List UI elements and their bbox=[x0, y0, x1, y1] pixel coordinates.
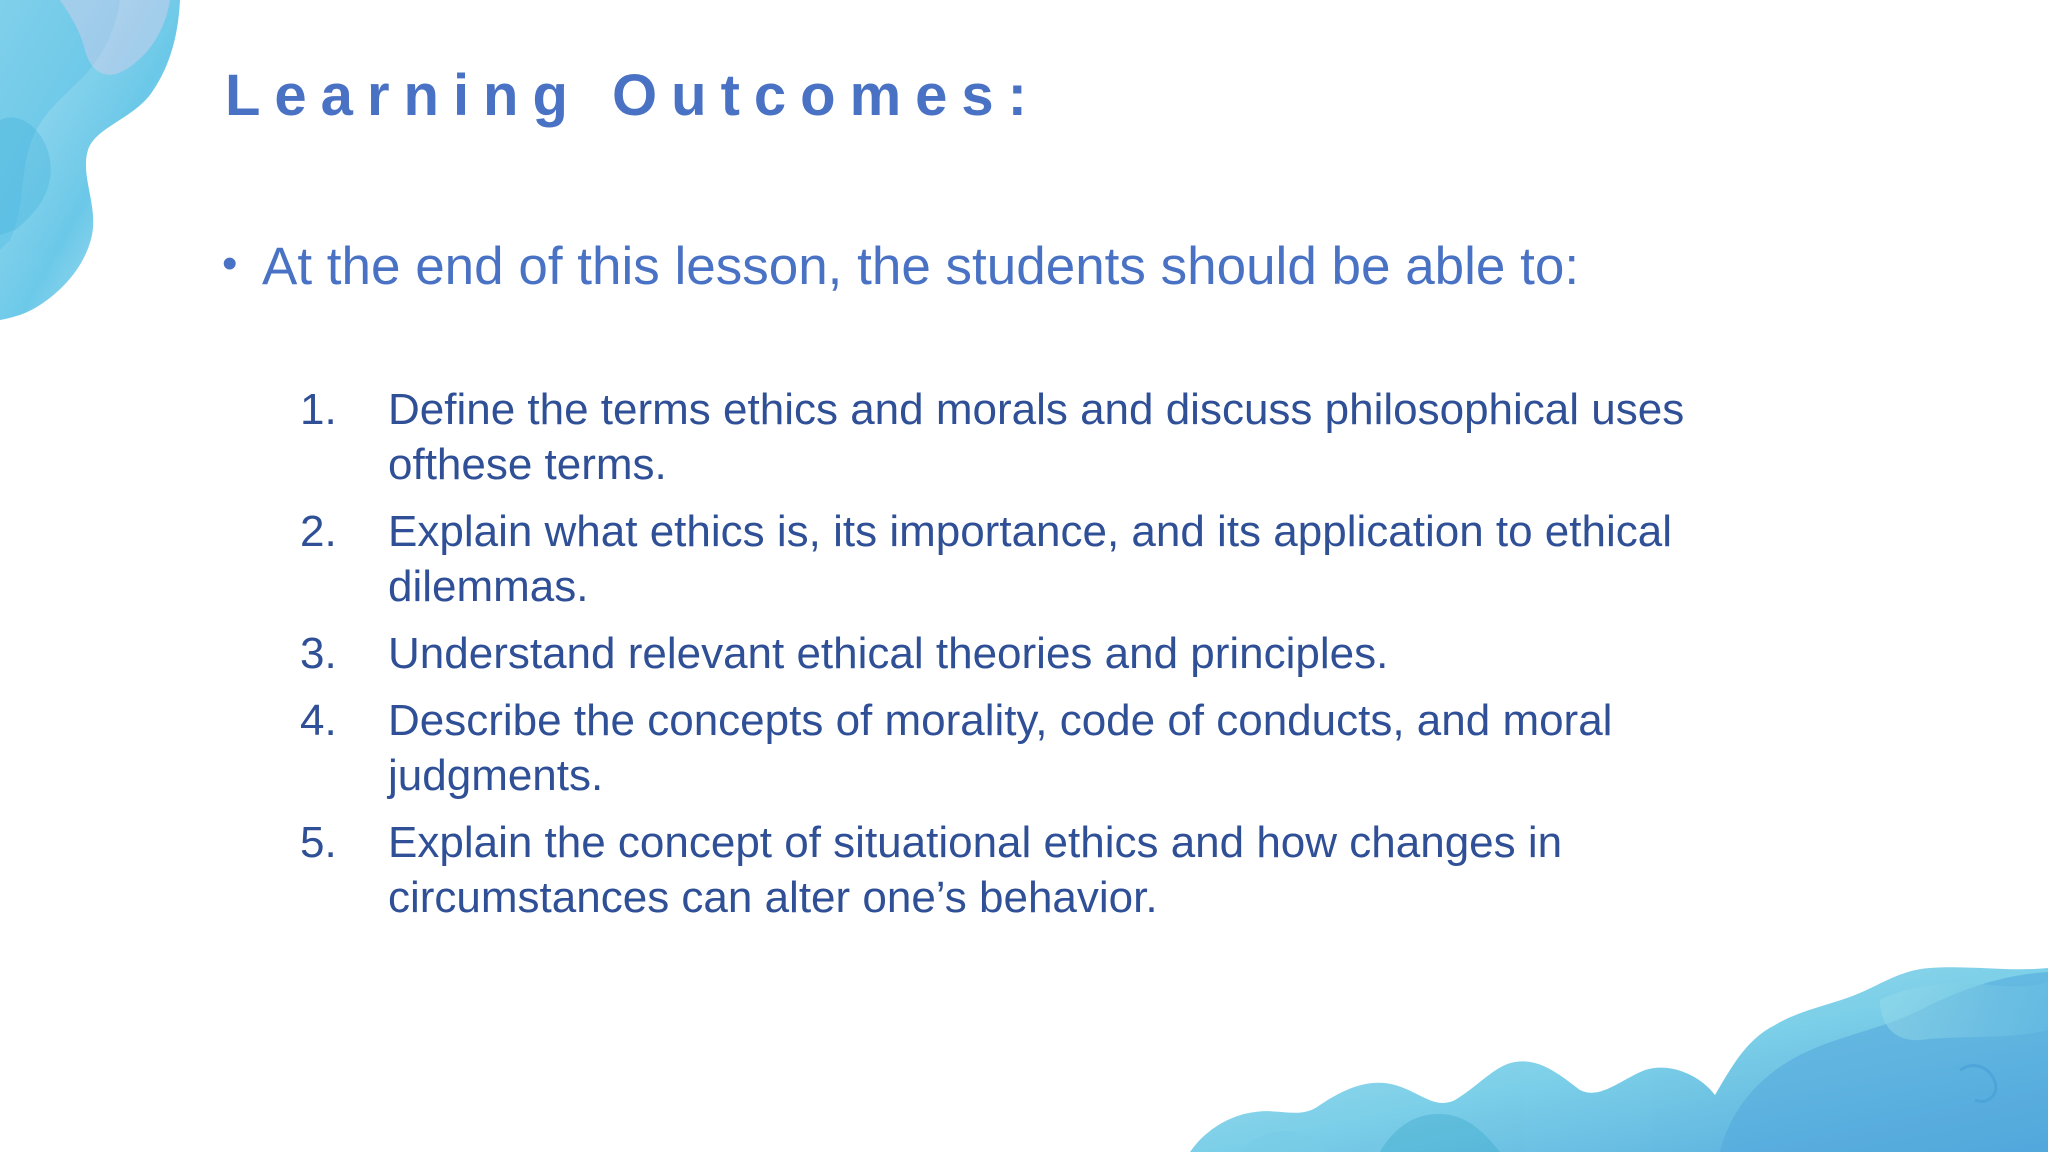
outcome-item bbox=[300, 504, 1800, 614]
outcome-number: 2. bbox=[300, 507, 337, 556]
outcome-text: Describe the concepts of morality, code of conducts, and moral judgments. bbox=[388, 696, 1613, 800]
outcome-number: 3. bbox=[300, 629, 337, 678]
outcome-number: 4. bbox=[300, 696, 337, 745]
slide-title: Learning Outcomes: bbox=[225, 63, 1041, 128]
intro-text: At the end of this lesson, the students should be able to: bbox=[262, 237, 1580, 296]
outcome-text: Understand relevant ethical theories and principles. bbox=[388, 629, 1389, 678]
bullet-dot-icon: • bbox=[222, 239, 238, 288]
outcome-number: 1. bbox=[300, 385, 337, 434]
learning-outcomes-list bbox=[300, 382, 1800, 937]
intro-bullet bbox=[222, 236, 1579, 297]
outcome-item bbox=[300, 815, 1800, 925]
outcome-text: Explain what ethics is, its importance, and its application to ethical dilemmas. bbox=[388, 507, 1672, 611]
outcome-item bbox=[300, 693, 1800, 803]
outcome-text: Explain the concept of situational ethics and how changes in circumstances can alter one’s behavior. bbox=[388, 818, 1563, 922]
outcome-number: 5. bbox=[300, 818, 337, 867]
top-left-watercolor bbox=[0, 0, 180, 320]
outcome-item bbox=[300, 382, 1800, 492]
outcome-item bbox=[300, 626, 1800, 681]
outcome-text: Define the terms ethics and morals and discuss philosophical uses ofthese terms. bbox=[388, 385, 1685, 489]
bottom-right-watercolor bbox=[1190, 967, 2048, 1152]
